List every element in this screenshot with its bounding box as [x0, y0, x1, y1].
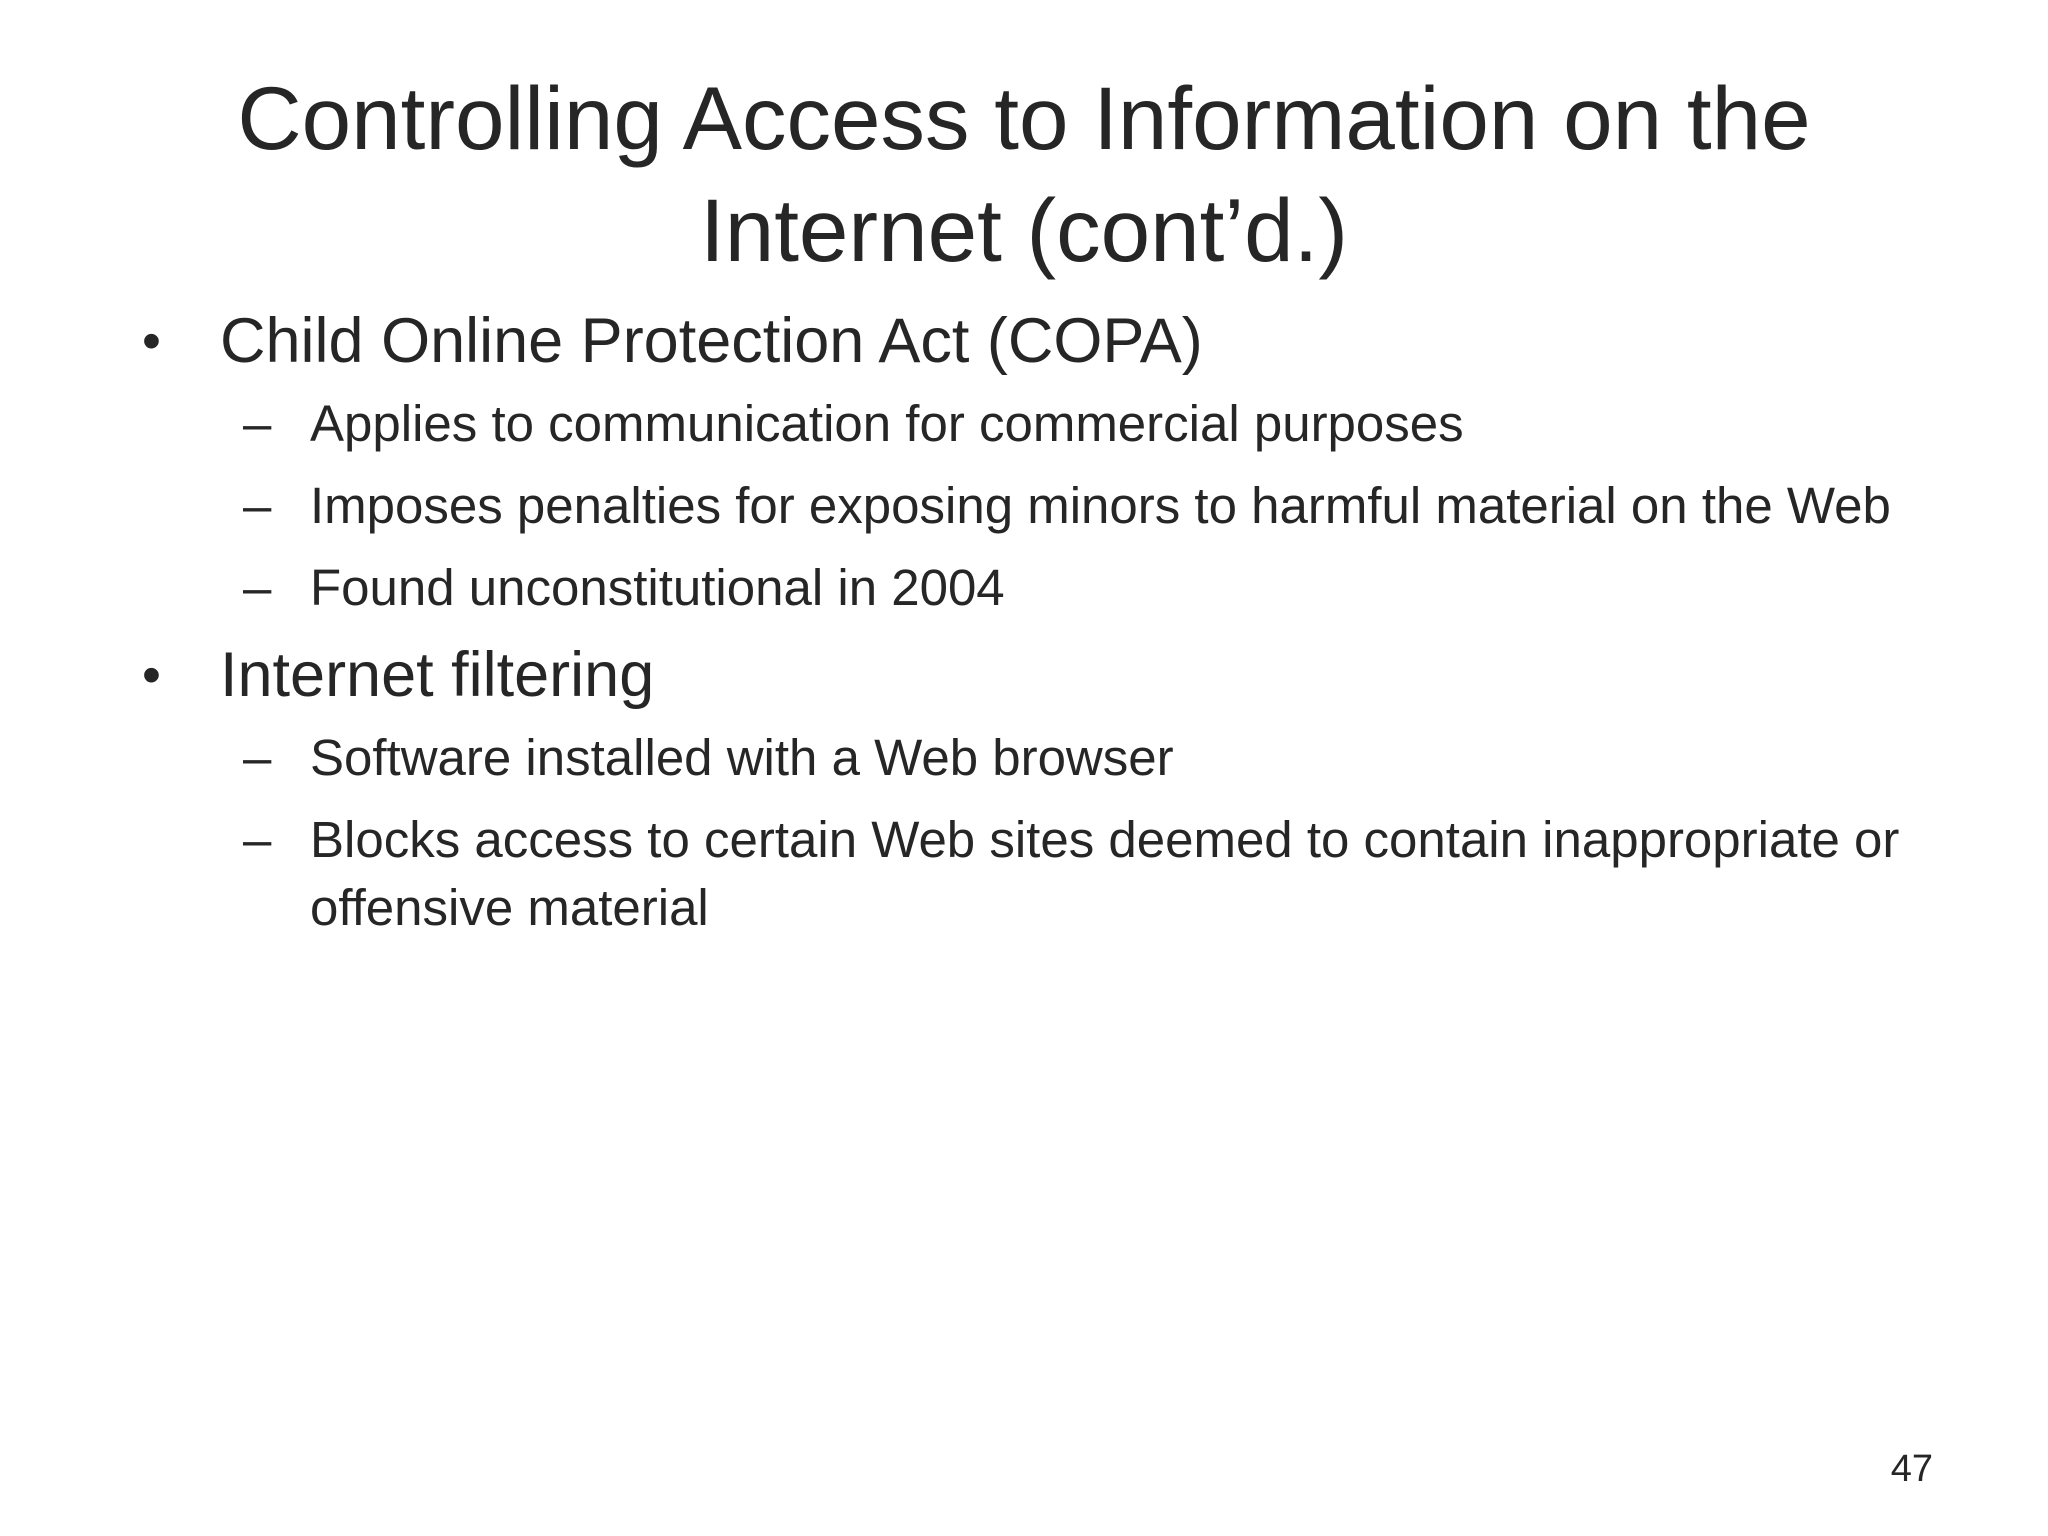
sub-list: [140, 724, 1920, 942]
sub-item: [140, 724, 1920, 792]
bullet-item: [140, 636, 1920, 714]
dash-marker: –: [243, 477, 272, 534]
sub-item-text: Applies to communication for commercial purposes: [310, 395, 1464, 452]
dash-marker: –: [243, 395, 272, 452]
dash-marker: –: [243, 729, 272, 786]
bullet-item: [140, 302, 1920, 380]
sub-item-text: Software installed with a Web browser: [310, 729, 1174, 786]
slide-title: Controlling Access to Information on the Internet (cont’d.): [237, 68, 1811, 280]
sub-item: [140, 806, 1920, 942]
sub-item: [140, 472, 1920, 540]
sub-list: [140, 390, 1920, 622]
bullet-block-copa: [140, 302, 1920, 622]
dash-marker: –: [243, 811, 272, 868]
sub-item-text: Imposes penalties for exposing minors to harmful material on the Web: [310, 477, 1891, 534]
sub-item: [140, 554, 1920, 622]
dash-marker: –: [243, 559, 272, 616]
bullet-block-filtering: [140, 636, 1920, 942]
slide-content: [140, 302, 1920, 956]
sub-item-text: Found unconstitutional in 2004: [310, 559, 1005, 616]
sub-item: [140, 390, 1920, 458]
bullet-marker: •: [142, 645, 161, 705]
slide-number: 47: [1890, 1448, 1933, 1490]
bullet-marker: •: [142, 311, 161, 371]
sub-item-text: Blocks access to certain Web sites deemed to contain inappropriate or offensive material: [310, 811, 1900, 936]
bullet-text: Child Online Protection Act (COPA): [220, 306, 1203, 376]
bullet-text: Internet filtering: [220, 640, 655, 710]
